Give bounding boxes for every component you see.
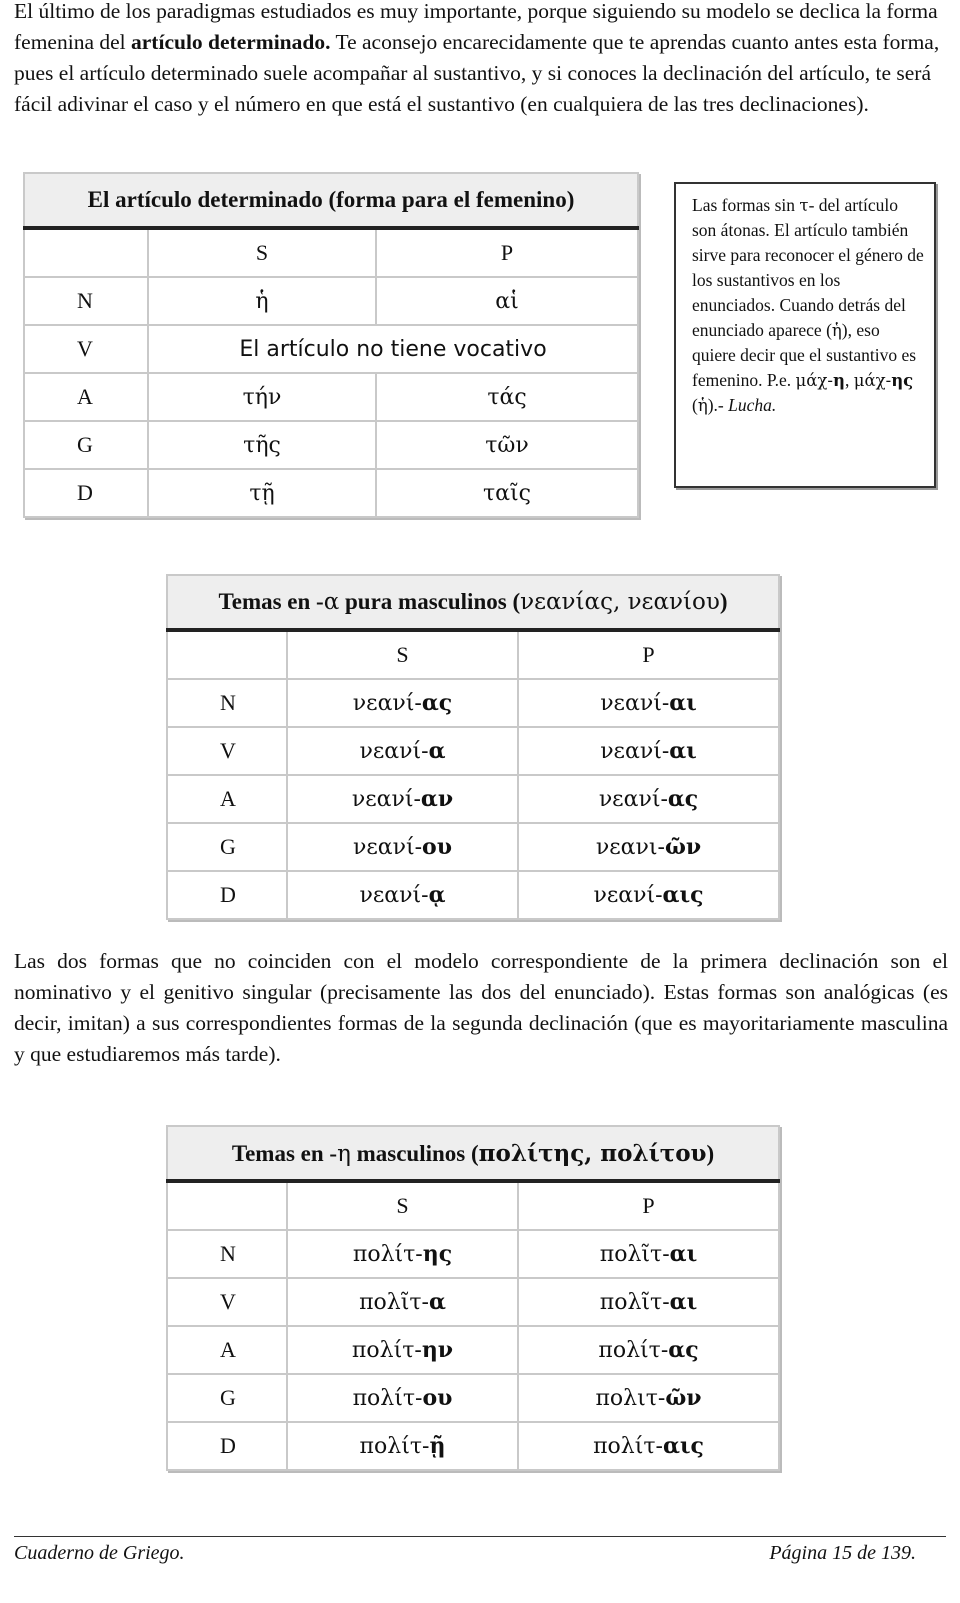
ending: ᾳ (428, 882, 446, 908)
form-plural (518, 871, 779, 919)
form-plural (518, 1326, 779, 1374)
title-greek-letter: α (323, 589, 340, 615)
ending: ας (667, 786, 699, 812)
title-greek-words: πολίτης, πολίτου (478, 1139, 707, 1167)
form-plural: αἱ (376, 277, 638, 325)
ending: αις (662, 882, 704, 908)
case-label: V (167, 727, 287, 775)
form-singular: τῇ (148, 469, 376, 517)
stem: πολῖτ- (599, 1290, 670, 1315)
stem: νεανί- (359, 883, 429, 908)
case-label: G (167, 823, 287, 871)
case-label: D (167, 1422, 287, 1470)
stem: πολίτ- (598, 1338, 669, 1363)
ending: ου (422, 834, 452, 860)
form-singular (287, 1230, 518, 1278)
stem: πολῖτ- (359, 1290, 429, 1315)
eta-masculine-table (166, 1125, 780, 1471)
table-row (167, 1422, 779, 1470)
ending: αι (669, 1241, 698, 1267)
note-text: , (844, 370, 854, 390)
note-example-ending: η (832, 371, 845, 390)
form-singular (287, 1326, 518, 1374)
case-label: A (167, 775, 287, 823)
note-greek-tau: τ (799, 196, 809, 215)
form-plural: ταῖς (376, 469, 638, 517)
form-singular (287, 1374, 518, 1422)
form-singular (287, 1278, 518, 1326)
footer-page-number: Página 15 de 139. (769, 1542, 916, 1564)
stem: πολίτ- (352, 1386, 423, 1411)
title-text: ) (719, 589, 728, 614)
form-singular (287, 775, 518, 823)
col-header-singular: S (287, 1181, 518, 1230)
form-plural (518, 1422, 779, 1470)
col-header-singular: S (287, 630, 518, 679)
ending: αν (420, 786, 454, 812)
ending: αι (669, 1289, 698, 1315)
table-row (167, 1374, 779, 1422)
table-row (167, 775, 779, 823)
title-text: masculinos ( (350, 1140, 479, 1166)
intro-text-1: El último de los paradigmas estudiados es muy importante, porque siguiendo su modelo se declica la forma femenina del (14, 0, 938, 54)
ending: ῶν (664, 834, 702, 860)
ending: ῶν (665, 1385, 702, 1411)
form-singular: τήν (148, 373, 376, 421)
form-plural (518, 823, 779, 871)
ending: αι (669, 738, 697, 764)
case-label: D (167, 871, 287, 919)
table-row (167, 679, 779, 727)
table-row (167, 1326, 779, 1374)
intro-bold-term: artículo determinado. (131, 30, 331, 54)
table-row (167, 871, 779, 919)
ending: αις (662, 1433, 704, 1459)
title-text: ) (706, 1140, 715, 1166)
intro-paragraph (14, 0, 948, 120)
form-singular: τῆς (148, 421, 376, 469)
form-singular (287, 679, 518, 727)
form-plural (518, 727, 779, 775)
form-singular (287, 871, 518, 919)
middle-paragraph: Las dos formas que no coinciden con el modelo correspondiente de la primera declinación son el nominativo y el genitivo singular (precisamente las dos del enunciado). Estas formas son analógicas (es decir, imitan) a sus correspondientes formas de la segunda declinación (que es mayoritariamente masculina y que estudiaremos más tarde). (14, 949, 948, 1066)
form-plural (518, 1278, 779, 1326)
col-header-plural: P (376, 228, 638, 277)
table-row (167, 727, 779, 775)
ending: ου (422, 1385, 453, 1411)
ending: ας (421, 690, 453, 716)
form-plural: τῶν (376, 421, 638, 469)
header-blank (24, 228, 148, 277)
note-example-ending: ης (891, 371, 914, 390)
case-label: D (24, 469, 148, 517)
ending: ῇ (429, 1433, 446, 1459)
table-row (167, 1230, 779, 1278)
case-label: V (167, 1278, 287, 1326)
stem: νεανί- (600, 739, 670, 764)
footer-book-title: Cuaderno de Griego. (14, 1542, 185, 1564)
note-example-stem: μάχ- (795, 371, 833, 390)
table-row (24, 277, 638, 325)
table-row (24, 421, 638, 469)
form-singular: ἡ (148, 277, 376, 325)
table-row (167, 823, 779, 871)
table-row (24, 373, 638, 421)
form-plural (518, 775, 779, 823)
form-singular (287, 727, 518, 775)
case-label: G (24, 421, 148, 469)
stem: πολίτ- (352, 1242, 423, 1267)
article-table (23, 172, 639, 518)
stem: νεανί- (598, 787, 668, 812)
ending: ην (421, 1337, 454, 1363)
title-text: pura masculinos ( (339, 589, 521, 614)
col-header-plural: P (518, 630, 779, 679)
stem: νεανί- (352, 835, 423, 860)
alpha-masculine-table (166, 574, 780, 920)
title-greek-words: νεανίας, νεανίου (520, 589, 720, 615)
stem: νεανί- (600, 691, 670, 716)
vocative-note: El artículo no tiene vocativo (148, 325, 638, 373)
stem: νεανί- (351, 787, 421, 812)
table-row (24, 469, 638, 517)
article-table-title: El artículo determinado (forma para el femenino) (24, 173, 638, 228)
case-label: N (24, 277, 148, 325)
stem: πολίτ- (351, 1338, 422, 1363)
title-greek-letter: η (337, 1140, 351, 1167)
note-text: ), eso quiere decir que el sustantivo es femenino. P.e. (692, 320, 917, 390)
case-label: A (24, 373, 148, 421)
note-greek-article: ἡ (697, 396, 708, 415)
case-label: A (167, 1326, 287, 1374)
note-gloss: Lucha. (728, 395, 777, 415)
case-label: N (167, 1230, 287, 1278)
stem: πολίτ- (593, 1434, 663, 1459)
eta-table-title (167, 1126, 779, 1181)
title-text: Temas en - (231, 1140, 338, 1166)
col-header-singular: S (148, 228, 376, 277)
table-row (167, 1278, 779, 1326)
form-plural: τάς (376, 373, 638, 421)
header-blank (167, 630, 287, 679)
stem: νεανί- (352, 691, 422, 716)
side-note-box (674, 182, 936, 488)
ending: αι (669, 690, 697, 716)
ending: α (428, 738, 446, 764)
col-header-plural: P (518, 1181, 779, 1230)
stem: νεανί- (593, 883, 663, 908)
form-plural (518, 1230, 779, 1278)
note-example-stem: μάχ- (853, 371, 892, 390)
alpha-table-title (167, 575, 779, 630)
header-blank (167, 1181, 287, 1230)
title-text: Temas en - (218, 589, 324, 614)
stem: νεανι- (595, 835, 665, 860)
ending: ης (422, 1241, 453, 1267)
form-plural (518, 1374, 779, 1422)
ending: ας (668, 1337, 699, 1363)
form-singular (287, 1422, 518, 1470)
case-label: G (167, 1374, 287, 1422)
intro-text-2: Te aconsejo encarecidamente que te aprendas cuanto antes esta forma, pues el artículo determinado suele acompañar al sustantivo, y si conoces la declinación del artículo, te será fácil adivinar el caso y el número en que está el sustantivo (en cualquiera de las tres declinaciones). (14, 30, 940, 116)
note-text: Las formas sin (692, 195, 800, 215)
note-text: ( (692, 395, 698, 415)
form-singular (287, 823, 518, 871)
form-plural (518, 679, 779, 727)
stem: πολιτ- (595, 1386, 666, 1411)
stem: πολῖτ- (599, 1242, 670, 1267)
note-greek-article: ἡ (831, 321, 842, 340)
stem: νεανί- (359, 739, 429, 764)
stem: πολίτ- (359, 1434, 430, 1459)
note-text: - del artículo son átonas. El artículo también sirve para reconocer el género de los sustantivos en los enunciados. Cuando detrás del enunciado aparece ( (692, 195, 924, 340)
case-label: V (24, 325, 148, 373)
table-row (24, 325, 638, 373)
footer-divider (14, 1536, 946, 1537)
ending: α (428, 1289, 446, 1315)
case-label: N (167, 679, 287, 727)
note-text: ).- (707, 395, 729, 415)
